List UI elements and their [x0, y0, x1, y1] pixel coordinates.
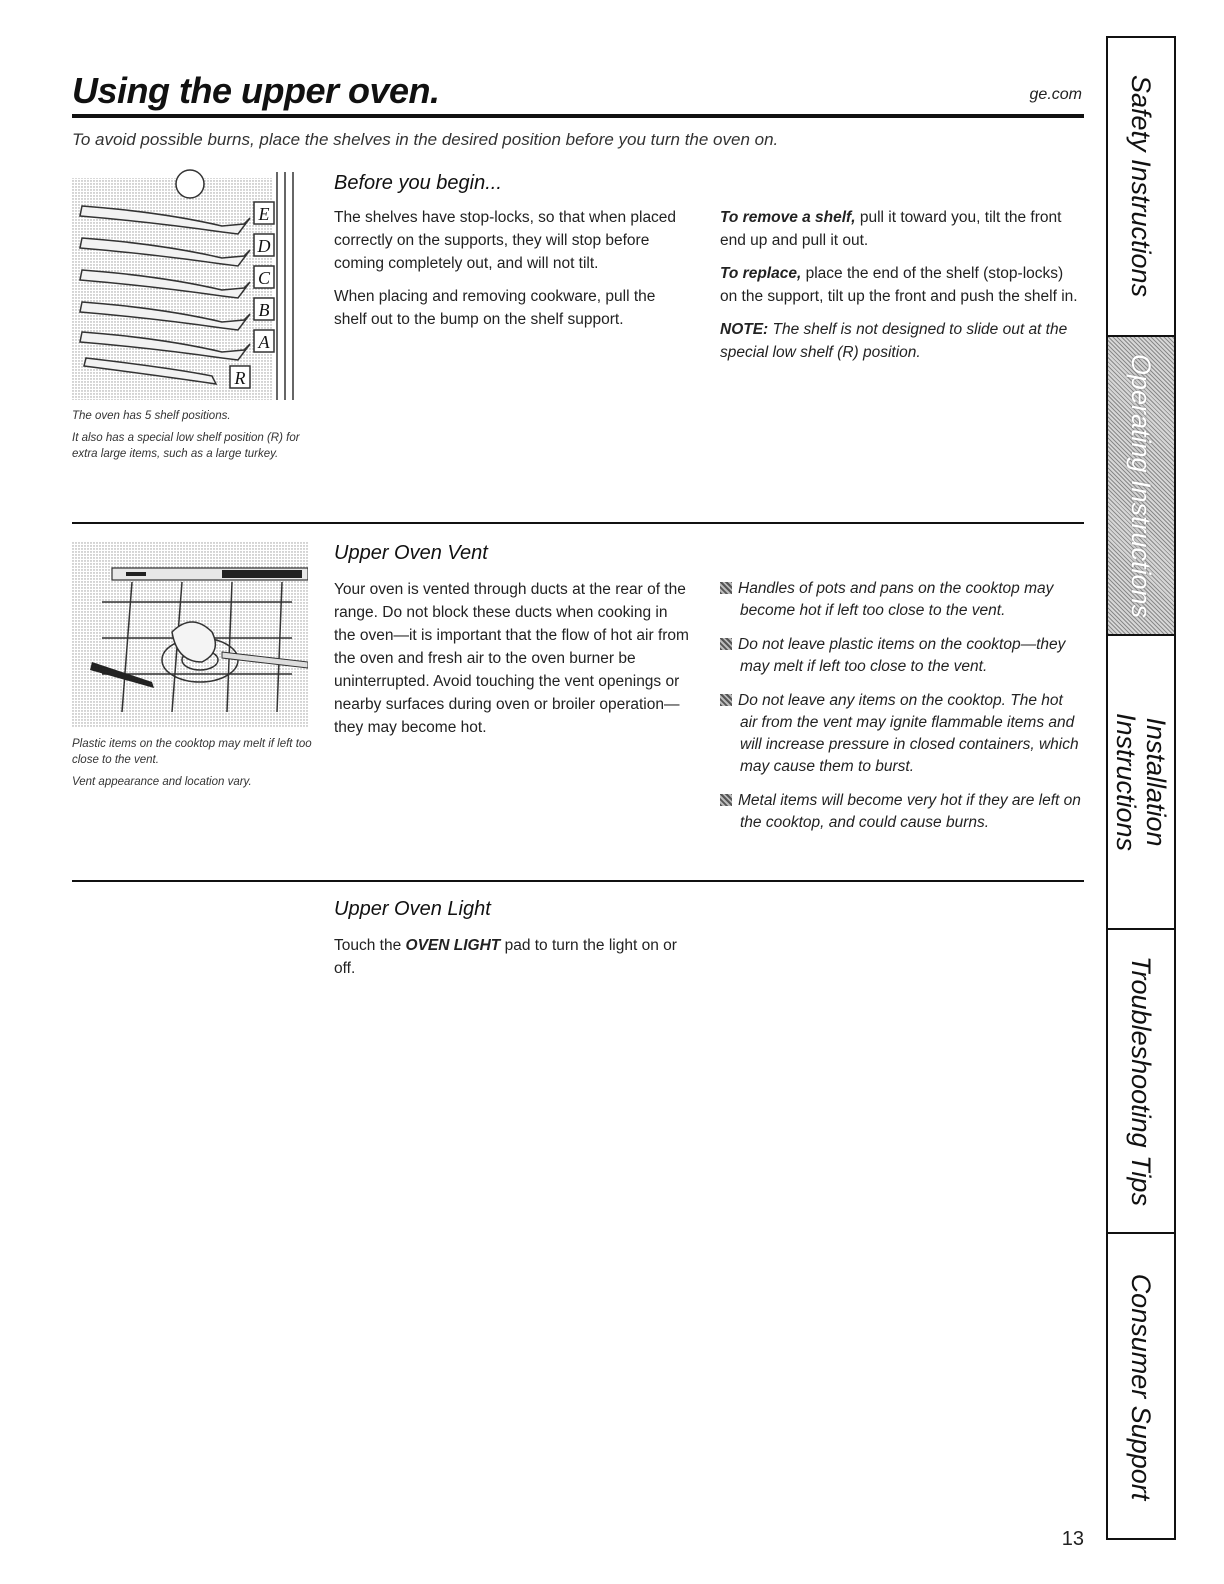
- remove-shelf-text: pull it toward you, tilt the front end up and pull it out.: [720, 209, 1062, 249]
- vent-figure: [72, 542, 308, 728]
- bullet-text: Metal items will become very hot if they are left on the cooktop, and could cause burns.: [738, 792, 1081, 831]
- shelf-label-e: E: [258, 204, 270, 224]
- tab-consumer-support[interactable]: [1106, 1234, 1176, 1540]
- shelves-caption: [72, 408, 302, 468]
- before-you-begin-heading: Before you begin...: [334, 172, 502, 194]
- vent-paragraph: Your oven is vented through ducts at the rear of the range. Do not block these ducts when cooking in the oven—it is important that the flow of hot air from the oven and fresh air to the oven burner be uninterrupted. Avoid touching the vent openings or nearby surfaces during oven or broiler operation—they may become hot.: [334, 581, 689, 736]
- tab-label: [1111, 662, 1171, 902]
- note-text: The shelf is not designed to slide out at the special low shelf (R) position.: [720, 321, 1068, 361]
- list-item: [720, 690, 1084, 778]
- bullet-icon: [720, 794, 732, 806]
- upper-oven-light-heading: Upper Oven Light: [334, 898, 491, 920]
- bullet-text: Do not leave plastic items on the cooktop—they may melt if left too close to the vent.: [738, 636, 1066, 675]
- upper-oven-vent-heading: Upper Oven Vent: [334, 542, 488, 564]
- tab-label: Troubleshooting Tips: [1126, 956, 1156, 1206]
- list-item: [720, 578, 1084, 622]
- replace-shelf-text: place the end of the shelf (stop-locks) on the support, tilt up the front and push the shelf in.: [720, 265, 1078, 305]
- shelf-label-r: R: [234, 368, 246, 388]
- cookware-paragraph: When placing and removing cookware, pull the shelf out to the bump on the shelf support.: [334, 288, 656, 328]
- tab-safety-instructions[interactable]: [1106, 36, 1176, 336]
- oven-light-text-before: Touch the: [334, 937, 406, 954]
- oven-shelves-illustration: [72, 168, 312, 400]
- before-you-begin-right-column: [720, 206, 1084, 374]
- shelves-caption-line: It also has a special low shelf position (R) for extra large items, such as a large turkey.: [72, 432, 300, 460]
- tab-installation-instructions[interactable]: [1106, 636, 1176, 928]
- shelves-caption-line: The oven has 5 shelf positions.: [72, 410, 231, 422]
- page-subtitle: To avoid possible burns, place the shelves in the desired position before you turn the oven on.: [72, 130, 779, 149]
- shelf-label-a: A: [258, 332, 270, 352]
- before-you-begin-left-column: [334, 206, 684, 341]
- shelf-label-d: D: [257, 236, 271, 256]
- tab-label: Operating Instructions: [1126, 353, 1156, 618]
- page-number: 13: [1061, 1528, 1084, 1550]
- list-item: [720, 634, 1084, 678]
- tab-operating-instructions[interactable]: [1106, 337, 1176, 634]
- site-url: ge.com: [1029, 86, 1082, 103]
- vent-caption-line: Plastic items on the cooktop may melt if left too close to the vent.: [72, 738, 312, 766]
- oven-light-pad-name: OVEN LIGHT: [405, 937, 501, 954]
- shelves-figure: [72, 168, 312, 400]
- stop-locks-paragraph: The shelves have stop-locks, so that when placed correctly on the supports, they will stop before coming completely out, and will not tilt.: [334, 209, 677, 272]
- shelf-label-c: C: [257, 268, 271, 288]
- tab-troubleshooting-tips[interactable]: [1106, 930, 1176, 1232]
- upper-oven-vent-body: [334, 578, 690, 749]
- remove-shelf-paragraph: [720, 206, 1084, 252]
- upper-oven-light-body: [334, 934, 684, 990]
- vent-bullet-list: [720, 578, 1084, 846]
- shelf-label-b: B: [258, 300, 270, 320]
- cooktop-vent-illustration: [72, 542, 308, 728]
- bullet-text: Handles of pots and pans on the cooktop may become hot if left too close to the vent.: [738, 580, 1054, 619]
- note-label: NOTE:: [720, 321, 769, 338]
- bullet-icon: [720, 694, 732, 706]
- tab-label: Consumer Support: [1126, 1273, 1156, 1501]
- bullet-text: Do not leave any items on the cooktop. The hot air from the vent may ignite flammable items and will increase pressure in closed containers, which may cause them to burst.: [738, 692, 1079, 775]
- oven-light-paragraph: [334, 934, 684, 980]
- title-rule: [72, 114, 1084, 118]
- tab-label-text: Installation Instructions: [1111, 712, 1171, 852]
- remove-shelf-label: To remove a shelf,: [720, 209, 856, 226]
- bullet-icon: [720, 638, 732, 650]
- section-divider: [72, 880, 1084, 882]
- tab-label: Safety Instructions: [1126, 74, 1156, 298]
- replace-shelf-label: To replace,: [720, 265, 802, 282]
- list-item: [720, 790, 1084, 834]
- replace-shelf-paragraph: [720, 262, 1084, 308]
- page-title: Using the upper oven.: [72, 70, 440, 111]
- vent-caption-line: Vent appearance and location vary.: [72, 776, 252, 788]
- bullet-icon: [720, 582, 732, 594]
- note-paragraph: [720, 318, 1084, 364]
- section-divider: [72, 522, 1084, 524]
- vent-caption: [72, 736, 312, 796]
- oven-light-text-after: pad to turn the light on or off.: [334, 937, 677, 977]
